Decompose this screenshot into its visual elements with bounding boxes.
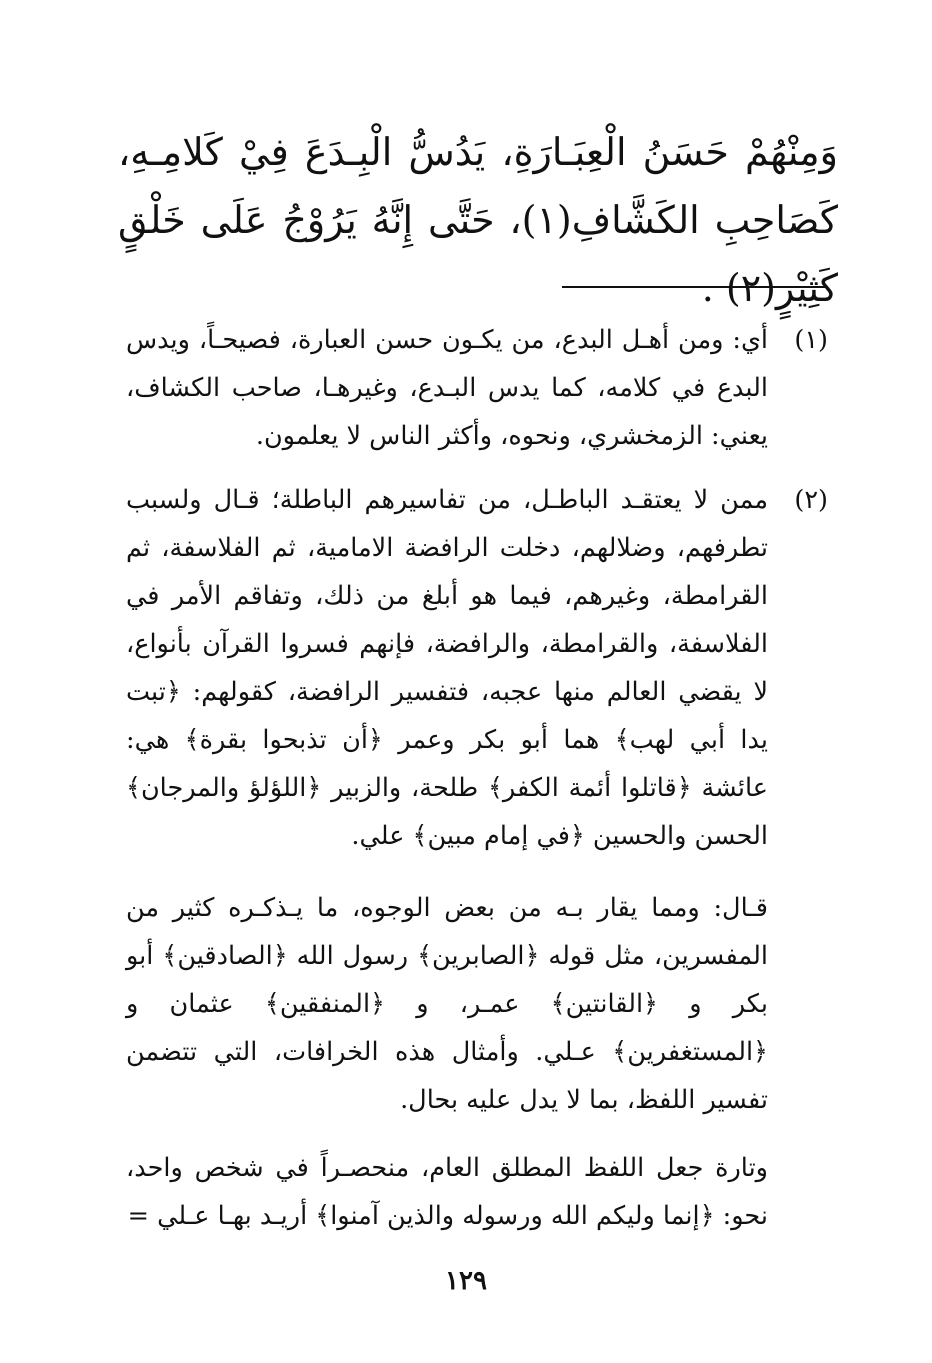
footnote-1 (126, 316, 828, 460)
footnote-2-text: ممن لا يعتقـد الباطـل، من تفاسيرهم الباطلة؛ قـال ولسبب تطرفهم، وضلالهم، دخلت الرافضة الامامية، ثم الفلاسفة، ثم القرامطة، وغيرهم، فيما هو أبلغ من ذلك، وتفاقم الأمر في الفلاسفة، والقرامطة، والرافضة، فإنهم فسروا القرآن بأنواع، لا يقضي العالم منها عجبه، فتفسير الرافضة، كقولهم: ﴿تبت يدا أبي لهب﴾ هما أبو بكر وعمر ﴿أن تذبحوا بقرة﴾ هي: عائشة ﴿قاتلوا أئمة الكفر﴾ طلحة، والزبير ﴿اللؤلؤ والمرجان﴾ الحسن والحسين ﴿في إمام مبين﴾ علي. (126, 485, 768, 851)
footnote-1-text: أي: ومن أهـل البدع، من يكـون حسن العبارة، فصيحـاً، ويدس البدع في كلامه، كما يدس البـدع، وغيرهـا، صاحب الكشاف، يعني: الزمخشري، ونحوه، وأكثر الناس لا يعلمون. (126, 325, 768, 451)
footnote-separator (562, 286, 828, 288)
footnote-1-number: (١) (794, 325, 828, 355)
main-text: وَمِنْهُمْ حَسَنُ الْعِبَـارَةِ، يَدُسُّ الْبِـدَعَ فِيْ كَلامِـهِ، كَصَاحِبِ الكَشَّافِ(١)، حَتَّى إِنَّهُ يَرُوْجُ عَلَى خَلْقٍ كَثِيْرٍ(٢) . (118, 130, 838, 310)
footnote-continuation-paragraph: قـال: ومما يقار بـه من بعض الوجوه، ما يـذكـره كثير من المفسرين، مثل قوله ﴿الصابرين﴾ رسول الله ﴿الصادقين﴾ أبو بكر و ﴿القانتين﴾ عمـر، و ﴿المنفقين﴾ عثمان و ﴿المستغفرين﴾ عـلي. وأمثال هذه الخرافات، التي تتضمن تفسير اللفظ، بما لا يدل عليه بحال. (126, 893, 768, 1115)
footnote-2-number: (٢) (794, 485, 828, 515)
footnote-continuation-paragraph: وتارة جعل اللفظ المطلق العام، منحصـراً في شخص واحد، نحو: ﴿إنما وليكم الله ورسوله والذين آمنوا﴾ أريـد بهـا عـلي = (126, 1153, 768, 1231)
page-number: ١٢٩ (445, 1266, 487, 1296)
footnote-2 (126, 476, 828, 860)
